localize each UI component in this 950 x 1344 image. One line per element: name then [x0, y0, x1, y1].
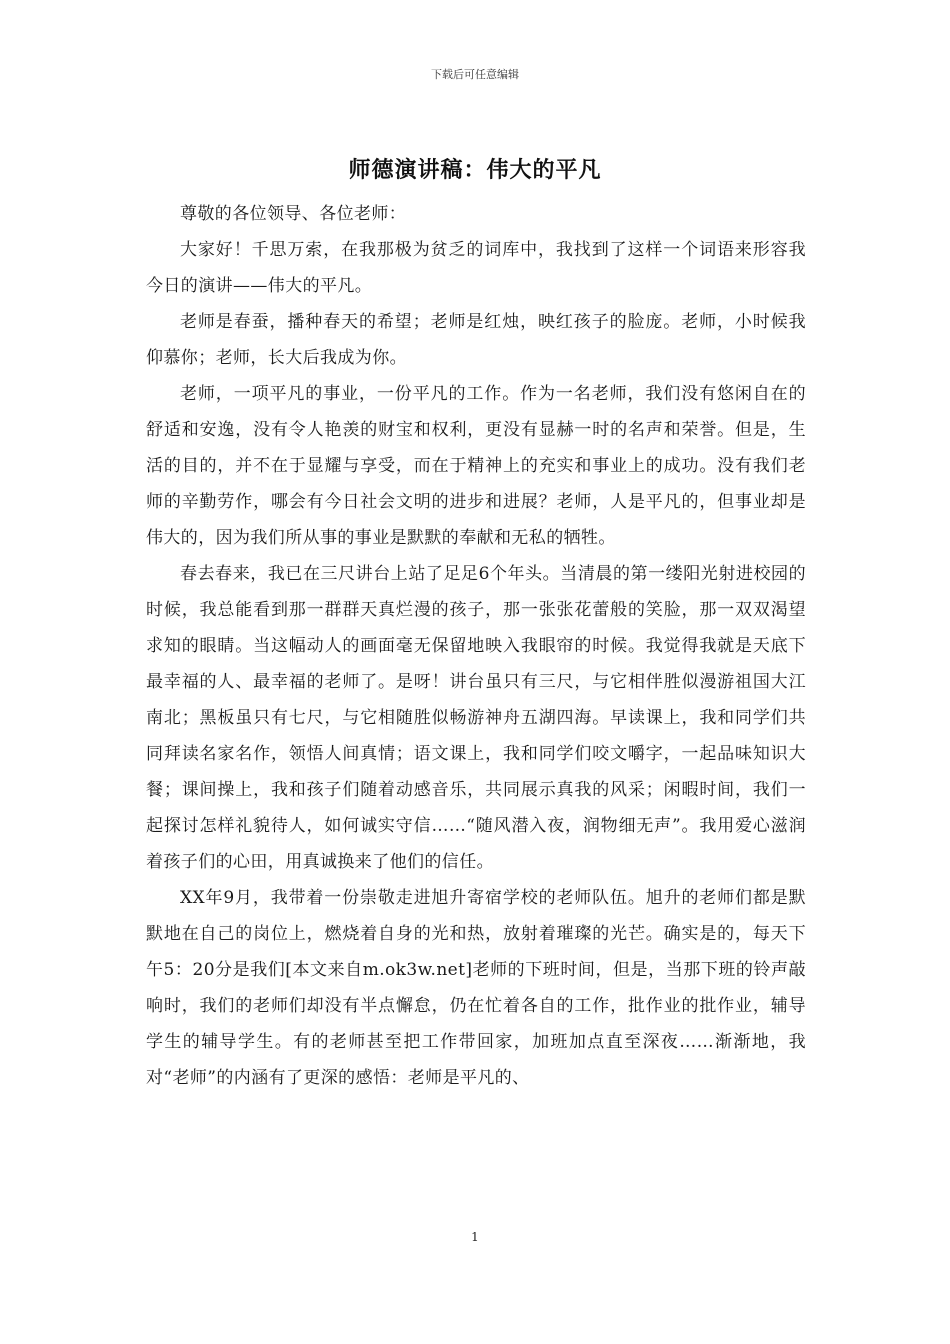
header-note: 下载后可任意编辑: [431, 68, 519, 81]
paragraph-xusheng-school: XX年9月，我带着一份崇敬走进旭升寄宿学校的老师队伍。旭升的老师们都是默默地在自己的岗位上，燃烧着自身的光和热，放射着璀璨的光芒。确实是的，每天下午5：20分是我们[本文来自m.ok3w.net]老师的下班时间，但是，当那下班的铃声敲响时，我们的老师们却没有半点懈怠，仍在忙着各自的工作，批作业的批作业，辅导学生的辅导学生。有的老师甚至把工作带回家，加班加点直至深夜……渐渐地，我对“老师”的内涵有了更深的感悟：老师是平凡的、: [146, 888, 806, 1088]
page-number: 1: [471, 1230, 479, 1244]
paragraph-greeting: 大家好！千思万索，在我那极为贫乏的词库中，我找到了这样一个词语来形容我今日的演讲——伟大的平凡。: [146, 240, 806, 296]
paragraph-salutation: 尊敬的各位领导、各位老师：: [180, 204, 407, 224]
paragraph-six-years: 春去春来，我已在三尺讲台上站了足足6个年头。当清晨的第一缕阳光射进校园的时候，我总能看到那一群群天真烂漫的孩子，那一张张花蕾般的笑脸，那一双双渴望求知的眼睛。当这幅动人的画面毫无保留地映入我眼帘的时候。我觉得我就是天底下最幸福的人、最幸福的老师了。是呀！讲台虽只有三尺，与它相伴胜似漫游祖国大江南北；黑板虽只有七尺，与它相随胜似畅游神舟五湖四海。早读课上，我和同学们共同拜读名家名作，领悟人间真情；语文课上，我和同学们咬文嚼字，一起品味知识大餐；课间操上，我和孩子们随着动感音乐，共同展示真我的风采；闲暇时间，我们一起探讨怎样礼貌待人，如何诚实守信……“随风潜入夜，润物细无声”。我用爱心滋润着孩子们的心田，用真诚换来了他们的信任。: [146, 564, 806, 872]
paragraph-metaphor: 老师是春蚕，播种春天的希望；老师是红烛，映红孩子的脸庞。老师，小时候我仰慕你；老师，长大后我成为你。: [146, 312, 806, 368]
document-body: [146, 196, 806, 1096]
paragraph-ordinary-career: 老师，一项平凡的事业，一份平凡的工作。作为一名老师，我们没有悠闲自在的舒适和安逸，没有令人艳羡的财宝和权利，更没有显赫一时的名声和荣誉。但是，生活的目的，并不在于显耀与享受，而在于精神上的充实和事业上的成功。没有我们老师的辛勤劳作，哪会有今日社会文明的进步和进展？老师，人是平凡的，但事业却是伟大的，因为我们所从事的事业是默默的奉献和无私的牺牲。: [146, 384, 806, 548]
document-title: 师德演讲稿：伟大的平凡: [348, 157, 602, 183]
